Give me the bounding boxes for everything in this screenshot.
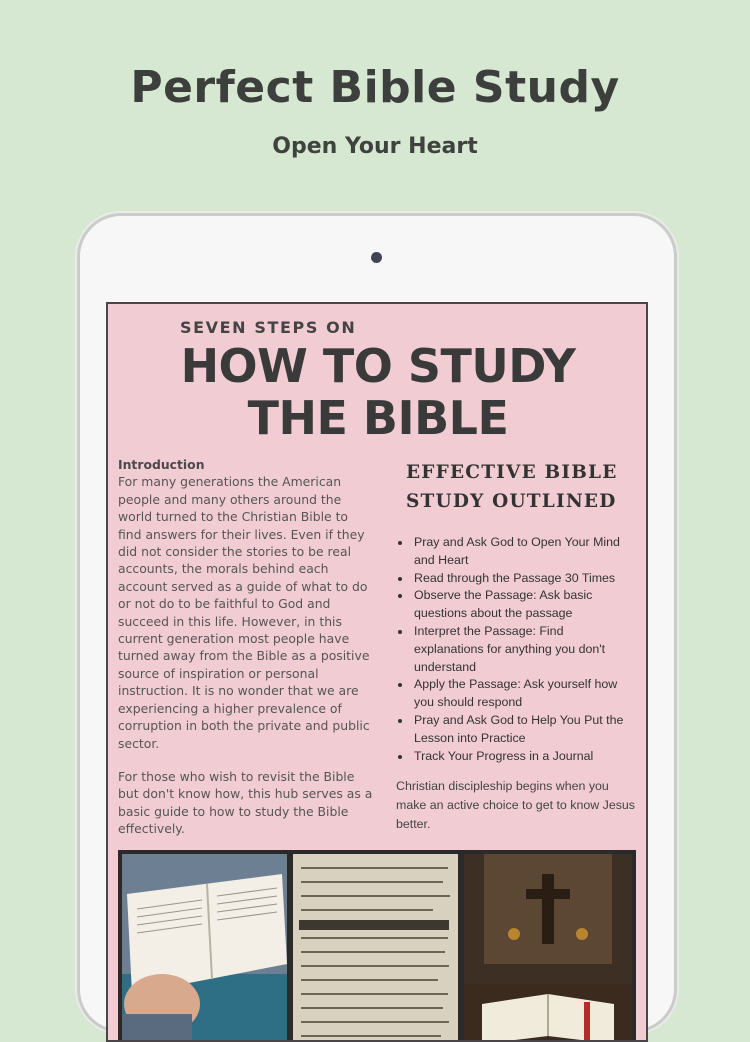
- tablet-frame: [77, 213, 677, 1033]
- outline-title: [406, 458, 636, 516]
- steps-list: [396, 534, 636, 765]
- step-item: • Pray and Ask God to Help You Put the Lesson into Practice: [412, 712, 636, 748]
- introduction-heading: Introduction: [118, 457, 205, 472]
- camera-icon: [371, 252, 382, 263]
- poster-title-line2: THE BIBLE: [247, 391, 509, 445]
- page-heading: Perfect Bible Study: [130, 62, 620, 113]
- church-altar-bible-photo: [464, 854, 632, 1042]
- page-subheading: Open Your Heart: [272, 134, 478, 159]
- introduction-section: [118, 456, 373, 838]
- outline-title-line2: STUDY OUTLINED: [406, 491, 617, 512]
- step-item: • Interpret the Passage: Find explanations for anything you don't understand: [412, 623, 636, 676]
- old-print-page-photo: [293, 854, 458, 1042]
- open-bible-hands-photo: [122, 854, 287, 1042]
- step-item: • Apply the Passage: Ask yourself how you should respond: [412, 676, 636, 712]
- step-item: • Pray and Ask God to Open Your Mind and Heart: [412, 534, 636, 570]
- poster-kicker: SEVEN STEPS ON: [180, 318, 357, 337]
- introduction-paragraph: For those who wish to revisit the Bible but don't know how, this hub serves as a basic guide to how to study the Bible effectively.: [118, 768, 373, 837]
- closing-text: Christian discipleship begins when you make an active choice to get to know Jesus better.: [396, 779, 635, 832]
- step-item: • Observe the Passage: Ask basic questions about the passage: [412, 587, 636, 623]
- photo-strip: [118, 850, 636, 1042]
- introduction-paragraph: For many generations the American people and many others around the world turned to the Christian Bible to find answers for their lives. Even if they did not consider the stories to be real accounts, the morals behind each account served as a guide of what to do or not do to be faithful to God and succeed in this life. However, in this current generation most people have turned away from the Bible as a positive source of inspiration or personal instruction. It is no wonder that we are experiencing a higher prevalence of corruption in both the private and public sector.: [118, 474, 370, 751]
- outline-title-line1: EFFECTIVE BIBLE: [406, 462, 618, 483]
- tablet-screen: [106, 302, 648, 1042]
- study-outline-section: [396, 458, 636, 834]
- step-item: • Read through the Passage 30 Times: [412, 570, 636, 588]
- step-item: • Track Your Progress in a Journal: [412, 748, 636, 766]
- poster-title: [108, 340, 648, 444]
- poster-title-line1: HOW TO STUDY: [180, 339, 576, 393]
